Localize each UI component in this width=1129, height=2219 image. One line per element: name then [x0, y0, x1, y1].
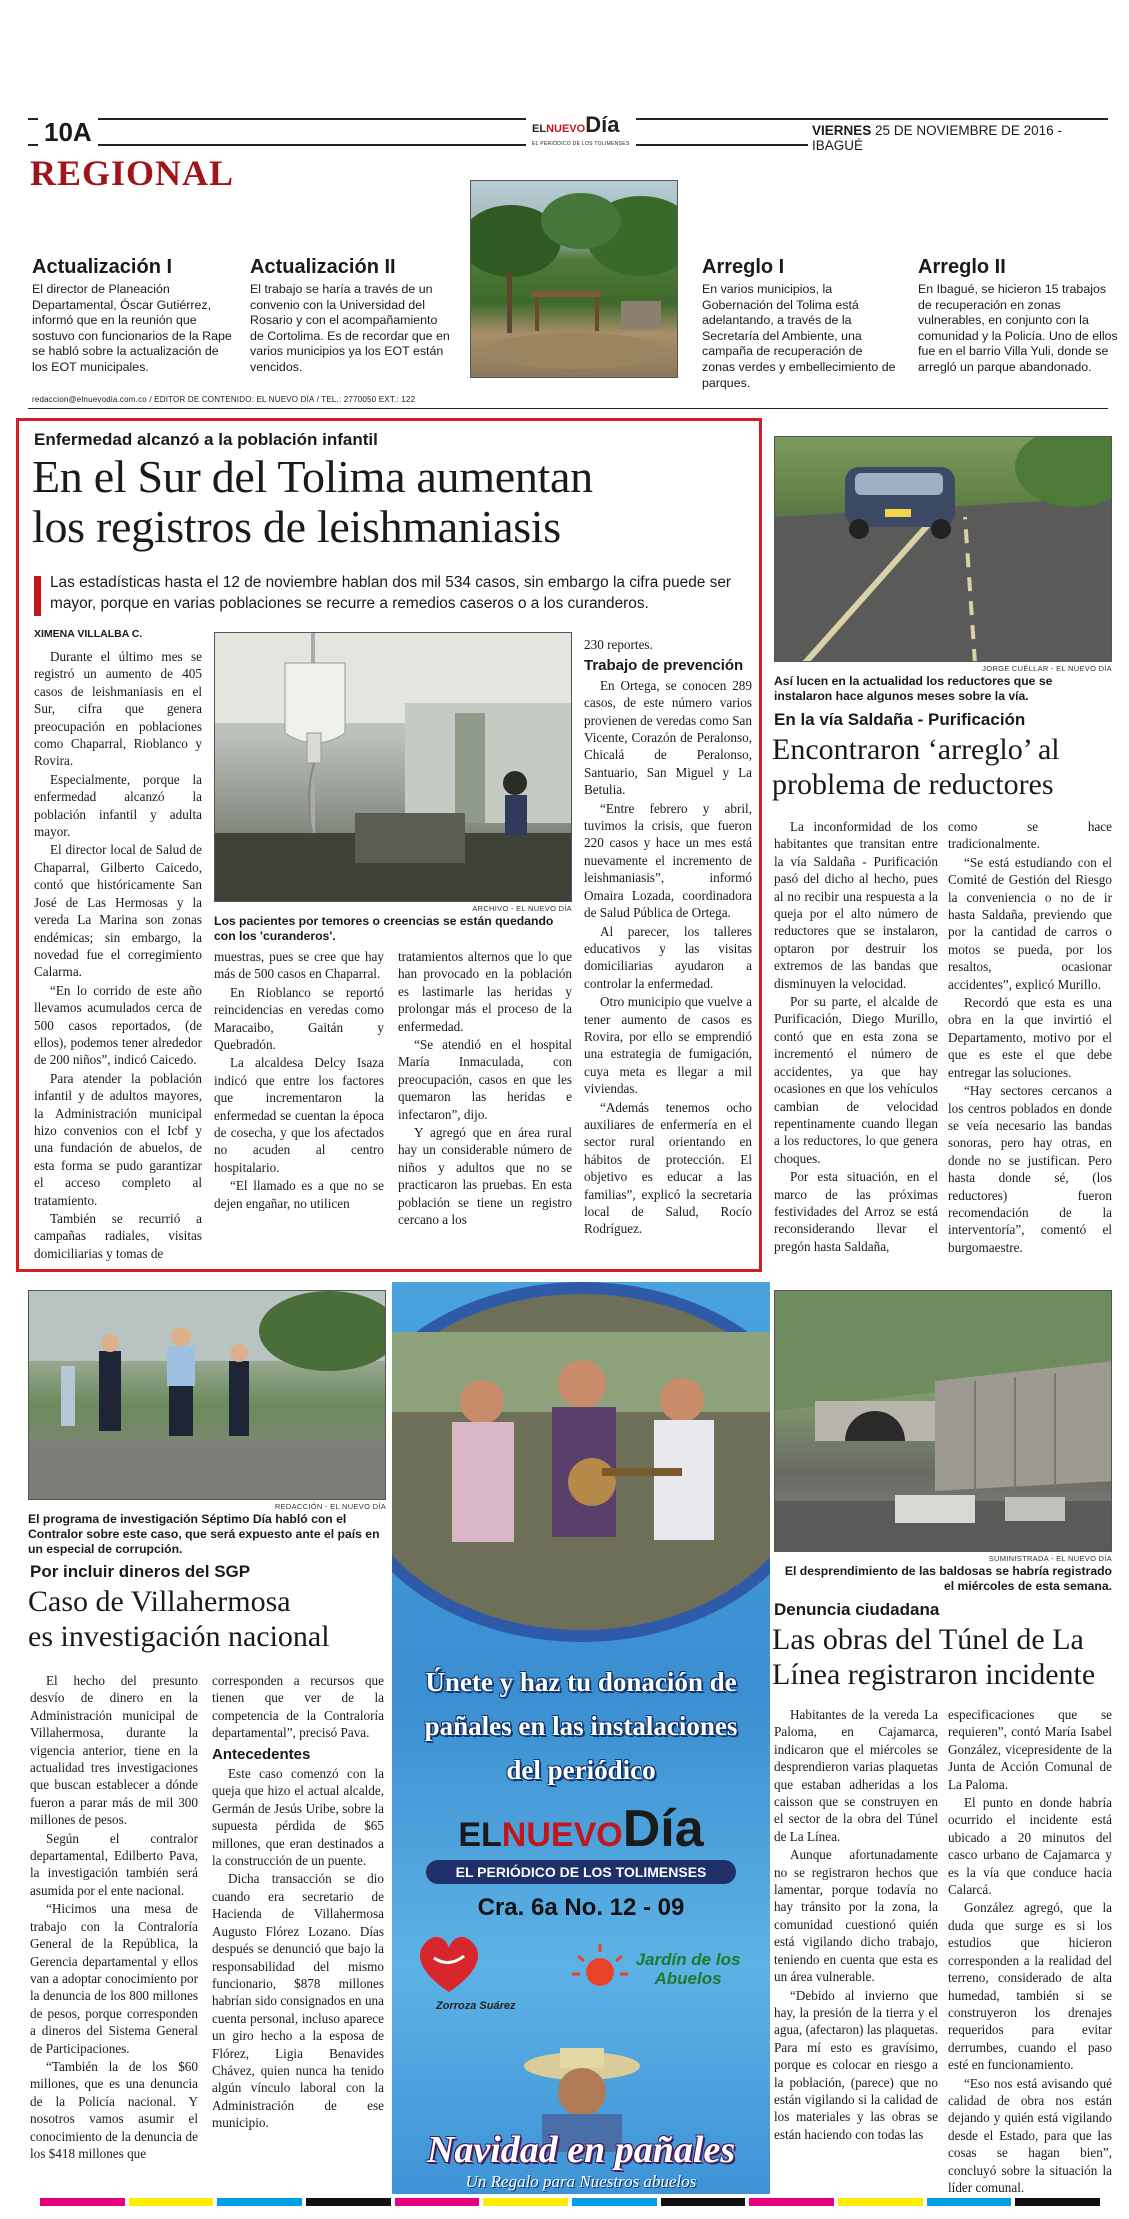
people-illustration [29, 1291, 386, 1500]
editor-line: redaccion@elnuevodia.com.co / EDITOR DE CONTENIDO: EL NUEVO DÍA / TEL.: 2770050 EXT.: 122 [32, 395, 416, 404]
ad-navidad-title: Navidad en pañales [426, 2129, 736, 2171]
contralor-photo [28, 1290, 386, 1500]
lead-marker [34, 576, 41, 616]
donation-ad [392, 1282, 770, 2194]
road-photo-credit: JORGE CUÉLLAR - EL NUEVO DÍA [982, 664, 1112, 673]
hospital-photo-caption: Los pacientes por temores o creencias se están quedando con los 'curanderos'. [214, 914, 554, 943]
sgp-kicker: Por incluir dineros del SGP [30, 1562, 251, 1581]
hospital-photo [214, 632, 572, 902]
iv-bag-illustration [215, 633, 572, 902]
tunnel-photo [774, 1290, 1112, 1552]
contralor-photo-credit: REDACCIÓN - EL NUEVO DÍA [274, 1502, 386, 1511]
ad-navidad-slogan: Un Regalo para Nuestros abuelos [465, 2172, 697, 2191]
ad-logo: ELNUEVODía [458, 1800, 704, 1858]
tunnel-photo-credit: SUMINISTRADA - EL NUEVO DÍA [988, 1554, 1112, 1563]
main-col-1: Durante el último mes se registró un aumento de 405 casos de leishmaniasis en el Sur, cifra que genera preocupación en poblaciones como Chaparral, Rioblanco y Rovira. Especialmente, porque la enfermedad alcanzó la población infantil y adulta mayor. El director local de Salud de Chaparral, Gilberto Caicedo, contó que históricamente San José de Las Hermosas y la vereda La Marina son zonas endémicas; sin embargo, la novedad fue el corregimiento Calarma. “En lo corrido de este año llevamos acumulados cerca de 500 casos reportados, (de ellos), podemos tener alrededor de 200 niños”, indicó Caicedo. Para atender la población infantil y de adultos mayores, la Administración municipal hizo convenios con el Icbf y una fundación de abuelos, de esta forma se pudo garantizar el acceso completo al tratamiento. También se recurrió a campañas radiales, visitas domiciliarias y tomas de [34, 649, 202, 1261]
print-color-bar [40, 2198, 1100, 2206]
sun-logo-icon [570, 1942, 630, 1992]
main-kicker: Enfermedad alcanzó a la población infantil [34, 430, 378, 449]
sponsor-zorroza: Zorroza Suárez [436, 2000, 516, 2012]
ad-slogan-top: Únete y haz tu donación de pañales en las instalaciones del periódico [424, 1667, 738, 1785]
tunnel-photo-caption: El desprendimiento de las baldosas se habría registrado el miércoles de esta semana. [784, 1564, 1112, 1593]
road-car-illustration [775, 437, 1112, 662]
heart-icon [414, 1932, 484, 1996]
tunnel-col-1: Habitantes de la vereda La Paloma, en Cajamarca, indicaron que el miércoles se desprendieron varias plaquetas que estaban adheridas a los caisson que se construyen en el sector de la obra del Túnel de La Línea. Aunque afortunadamente no se registraron hechos que lamentar, porque todavía no hay tránsito por la zona, la comunidad cuestionó quién está vigilando dicho trabajo, teniendo en cuenta que esta es un área vulnerable. “Debido al invierno que hay, la presión de la tierra y el agua, (afectaron) las plaquetas. Para mí esto es gravísimo, porque es colocar en riesgo a la población, (parece) que no están vigilando si la calidad de los materiales y las obras se están haciendo con todas las [774, 1707, 938, 2142]
brief-1: Actualización I El director de Planeación Departamental, Óscar Gutiérrez, informó que en la reunión que sostuvo con funcionarios de la Rape se habló sobre la actualización de los EOT municipales. [32, 256, 232, 374]
ad-tagline: EL PERIÓDICO DE LOS TOLIMENSES [426, 1860, 736, 1884]
ad-address: Cra. 6a No. 12 - 09 [477, 1894, 685, 1921]
tunnel-illustration [775, 1291, 1112, 1552]
divider [28, 408, 1108, 409]
main-byline: XIMENA VILLALBA C. [34, 628, 143, 640]
tunnel-kicker: Denuncia ciudadana [774, 1600, 940, 1619]
page-number: 10A [38, 117, 98, 148]
sgp-headline: Caso de Villahermosa es investigación nacional [28, 1585, 330, 1653]
tunnel-col-2: especificaciones que se requieren”, contó María Isabel González, vicepresidente de la Junta de Acción Comunal de La Paloma. El punto en donde habría ocurrido el incidente está ubicado a 20 minutos del casco urbano de Cajamarca y es la vía que conduce hacia Calarcá. González agregó, que la duda que surge es si los estudios que hicieron corresponden a la realidad del terreno, considerado de alta humedad, también si se construyeron los drenajes requeridos para evitar derrumbes, cuando el paso esté en funcionamiento. “Eso nos está avisando qué calidad de obra nos están dejando y quién está vigilando desde el Estado, para que las cosas se hagan bien”, concluyó sobre la situación la líder comunal. [948, 1707, 1112, 2195]
main-col-4: 230 reportes. Trabajo de prevención En Ortega, se conocen 289 casos, de este número varios provienen de veredas como San Vicente, Corazón de Peralonso, Chicalá de Peralonso, Santuario, San Miguel y La Betulia. “Entre febrero y abril, tuvimos la crisis, que fueron 220 casos y hace un mes está nuevamente el incremento de leishmaniasis”, informó Omaira Lozada, coordinadora de Salud Pública de Ortega. Al parecer, los talleres educativos y las visitas domiciliarias ayudaron a controlar la enfermedad. Otro municipio que vuelve a tener aumento de casos es Rovira, por ello se emprendió una estrategia de fumigación, cuya meta es llegar a mil viviendas. “Además tenemos ocho auxiliares de enfermería en el sector rural orientando en hábitos de protección. El objetivo es educar a las familias”, explicó la secretaria local de Salud, Rocío Rodríguez. [584, 637, 752, 1237]
tunnel-headline: Las obras del Túnel de La Línea registraron incidente [772, 1623, 1096, 1691]
hospital-photo-credit: ARCHIVO - EL NUEVO DÍA [472, 904, 572, 913]
brief-2: Actualización II El trabajo se haría a través de un convenio con la Universidad del Rosario y con el acompañamiento de Cortolima. Es de recordar que en varios municipios ya los EOT están vencidos. [250, 256, 450, 374]
park-illustration [471, 181, 678, 378]
main-lead: Las estadísticas hasta el 12 de noviembre hablan dos mil 534 casos, sin embargo la cifra puede ser mayor, porque en varias poblaciones se recurre a remedios caseros o a los curanderos. [50, 574, 731, 612]
main-headline: En el Sur del Tolima aumentan los registros de leishmaniasis [32, 451, 593, 552]
reductores-col-1: La inconformidad de los habitantes que transitan entre la vía Saldaña - Purificación pasó del dicho al hecho, pues al no recibir una respuesta a la queja por el alto número de reductores que se instalaron, optaron por destruir los extremos de las bandas que disminuyen la velocidad. Por su parte, el alcalde de Purificación, Diego Murillo, contó que en esta zona se incrementó el número de accidentes, ya que hay ocasiones en que los vehículos cambian de velocidad repentinamente cuando llegan a los reductores, lo que genera choques. Por esta situación, en el marco de las próximas festividades del Arroz se está reconsiderando llevar el pregón hasta Saldaña, [774, 819, 938, 1254]
header-logo: ELNUEVODía EL PERIÓDICO DE LOS TOLIMENSES [526, 116, 636, 153]
sgp-col-1: El hecho del presunto desvío de dinero en la Administración municipal de Villahermosa, durante la vigencia anterior, tiene en la actualidad tres investigaciones que buscan establecer a dónde fueron a parar más de mil 300 millones de pesos. Según el contralor departamental, Edilberto Pava, la investigación también será asumida por el ente nacional. “Hicimos una mesa de trabajo con la Contraloría General de la República, la Gerencia departamental y ellos van a adoptar conocimiento por la denuncia de los 800 millones de pesos, porque corresponden a dineros del Sistema General de Participaciones. “También la de los $60 millones, que es una denuncia de la Policía nacional. Y nosotros vamos asumir el conocimiento de la denuncia de los $418 millones que [30, 1673, 198, 2161]
musicians-photo [392, 1282, 770, 1652]
brief-4: Arreglo II En Ibagué, se hicieron 15 trabajos de recuperación en zonas vulnerables, en conjunto con la comunidad y la Policía. Uno de ellos fue en el barrio Villa Yuli, donde se arregló un parque abandonado. [918, 256, 1118, 374]
header-date: VIERNES 25 DE NOVIEMBRE DE 2016 - IBAGUÉ [808, 123, 1108, 153]
reductores-col-2: como se hace tradicionalmente. “Se está estudiando con el Comité de Gestión del Riesgo la conveniencia o no de ir hasta Saldaña, previendo que por la cantidad de carros o motos se pueda, por los resaltos, ocasionar accidentes”, explicó Murillo. Recordó que esta es una obra en la que invirtió el Departamento, motivo por el que es este el que debe entregar las soluciones. “Hay sectores cercanos a los centros poblados en donde se veía necesario las bandas sonoras, pero hay otras, en donde no se justifican. Pero hasta donde sé, (los reductores) fueron recomendación de la interventoría”, comentó el burgomaestre. [948, 819, 1112, 1255]
main-col-3: tratamientos alternos que lo que han provocado en la población es lastimarle las heridas y prolongar más el proceso de la enfermedad. “Se atendió en el hospital María Inmaculada, con preocupación, casos en que les quemaron las heridas e infectaron”, dijo. Y agregó que en área rural hay un considerable número de niños y adultos que no se practicaron las pruebas. En esta población se tiene un registro cercano a los [398, 949, 572, 1228]
contralor-photo-caption: El programa de investigación Séptimo Día habló con el Contralor sobre este caso, que será expuesto ante el país en un especial de corrupción. [28, 1512, 380, 1556]
road-photo [774, 436, 1112, 662]
road-photo-caption: Así lucen en la actualidad los reductores que se instalaron hace algunos meses sobre la vía. [774, 674, 1053, 703]
brief-3: Arreglo I En varios municipios, la Gobernación del Tolima está adelantando, a través de la Secretaría del Ambiente, una campaña de recuperación de zonas verdes y embellecimiento de parques. [702, 256, 896, 390]
sponsor-jardin: Jardín de los Abuelos [635, 1950, 741, 1988]
reductores-kicker: En la vía Saldaña - Purificación [774, 710, 1026, 729]
park-photo [470, 180, 678, 378]
main-col-2: muestras, pues se cree que hay más de 500 casos en Chaparral. En Rioblanco se reportó reincidencias en veredas como Maracaibo, Gaitán y Quebradón. La alcaldesa Delcy Isaza indicó que entre los factores que incrementaron la enfermedad se cuentan la época de cosecha, y que los afectados no acuden al centro hospitalario. “El llamado es a que no se dejen engañar, no utilicen [214, 949, 384, 1211]
reductores-headline: Encontraron ‘arreglo’ al problema de reductores [772, 733, 1060, 801]
section-title: REGIONAL [30, 153, 235, 193]
sgp-col-2: corresponden a recursos que tienen que ver de la competencia de la Contraloría departamental”, precisó Pava. Antecedentes Este caso comenzó con la queja que hizo el actual alcalde, Germán de Jesús Uribe, sobre la supuesta pérdida de $65 millones, que eran destinados a la construcción de un puente. Dicha transacción se dio cuando era secretario de Hacienda de Villahermosa Augusto Flórez Lozano. Días después se denunció que bajo la responsabilidad del mismo funcionario, $878 millones habrían sido consignados en una cuenta personal, incluso aparece un giro hecho a la esposa de Flórez, Ligia Benavides Chávez, quien nunca ha tenido algún vínculo laboral con la Administración de ese municipio. [212, 1673, 384, 2131]
